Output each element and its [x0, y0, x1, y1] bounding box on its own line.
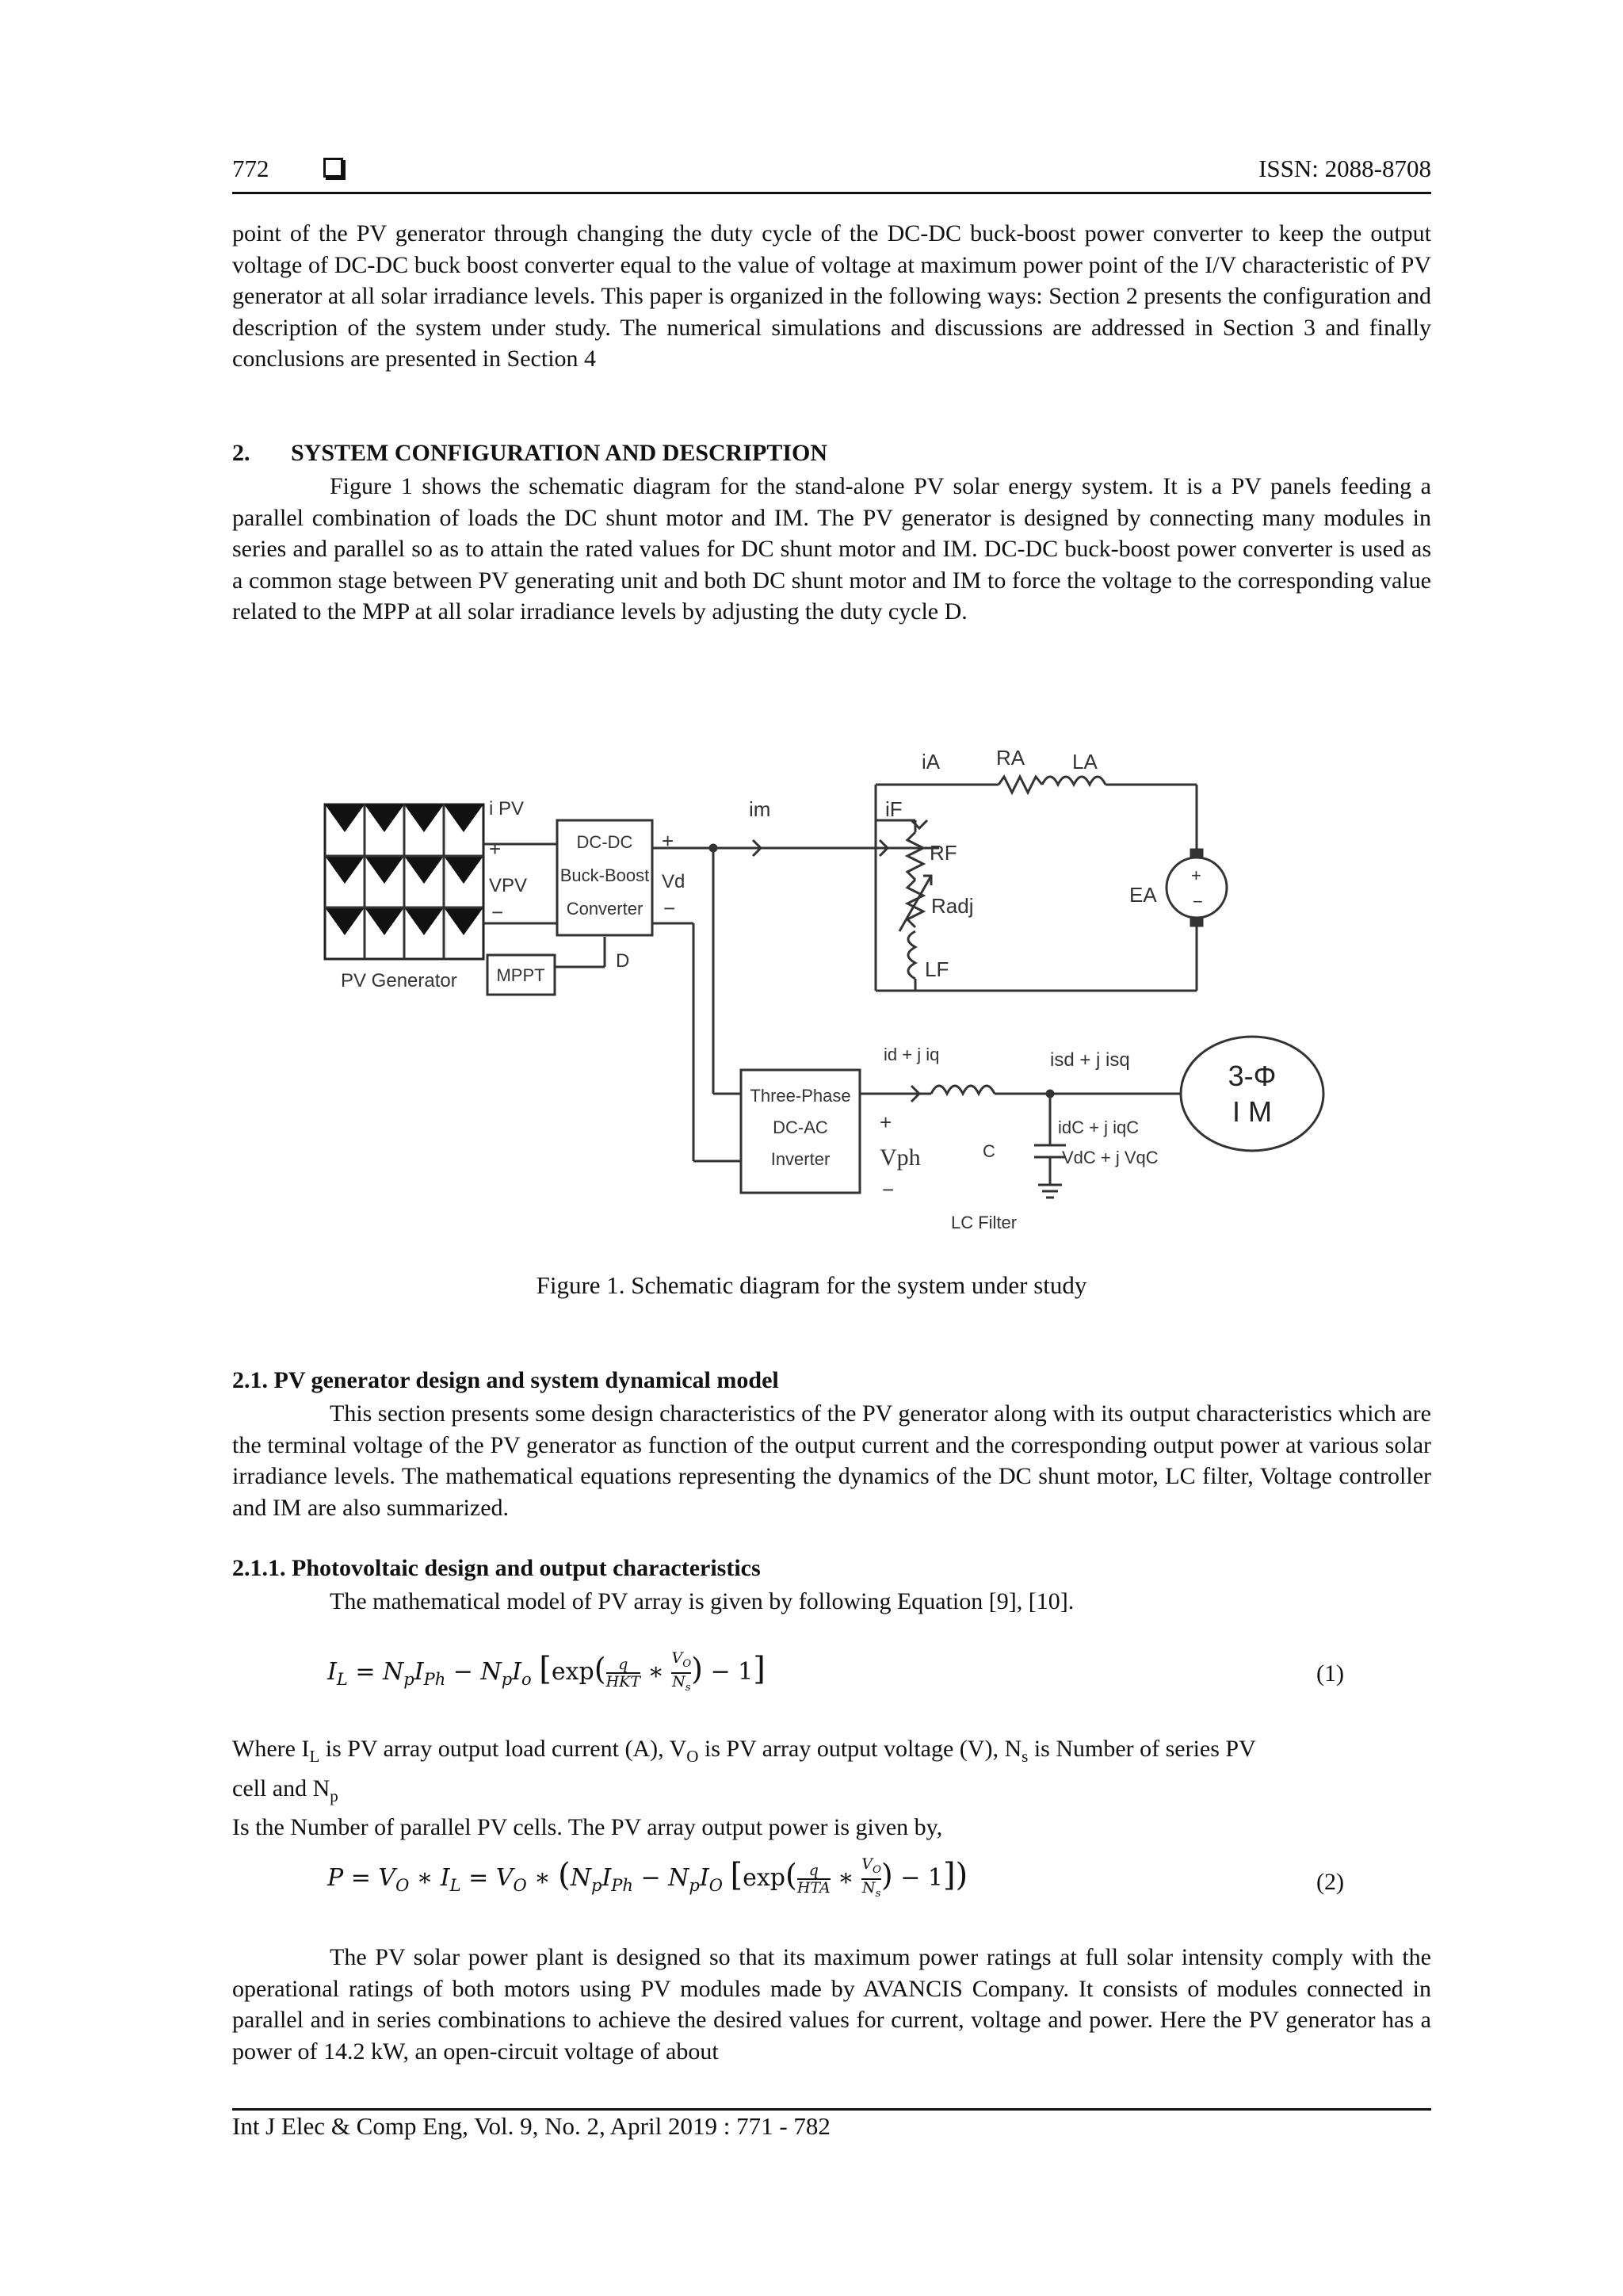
section-2-1-1-paragraph: The mathematical model of PV array is given by following Equation [9], [10]. [330, 1588, 1075, 1614]
vd-label: Vd [662, 871, 685, 892]
if-label: iF [885, 797, 903, 821]
page-footer: Int J Elec & Comp Eng, Vol. 9, No. 2, April 2019 : 771 - 782 [232, 2112, 831, 2140]
isd-isq-label: isd + j isq [1050, 1049, 1130, 1071]
motor-line1: 3-Φ [1228, 1060, 1277, 1092]
equation-1-number: (1) [1316, 1660, 1344, 1687]
svg-text:−: − [1193, 892, 1203, 911]
ia-label: iA [922, 750, 941, 774]
capacitor-label: C [983, 1141, 995, 1161]
pv-generator-label: PV Generator [341, 970, 457, 991]
vdc-vqc-label: VdC + j VqC [1062, 1148, 1159, 1167]
where-line2: cell and N [232, 1775, 330, 1801]
ra-label: RA [996, 746, 1025, 770]
square-bullet-icon [323, 158, 343, 178]
section-2-paragraph: Figure 1 shows the schematic diagram for the stand-alone PV solar energy system. It is a PV panels feeding a parallel combination of loads the DC shunt motor and IM. The PV generator is designed by connecting many modules in series and parallel so as to attain the rated values for DC shunt motor and IM. DC-DC buck-boost power converter is used as a common stage between PV generating unit and both DC shunt motor and IM to force the voltage to the corresponding value related to the MPP at all solar irradiance levels by adjusting the duty cycle D. [232, 473, 1431, 625]
where-line3: Is the Number of parallel PV cells. The PV array output power is given by, [232, 1814, 943, 1840]
inverter-line1: Three-Phase [750, 1086, 851, 1106]
induction-motor-icon [1181, 1037, 1323, 1151]
inverter-line2: DC-AC [773, 1117, 828, 1137]
inverter-line3: Inverter [770, 1149, 831, 1169]
ea-label: EA [1129, 883, 1157, 907]
im-label: im [749, 797, 771, 821]
lc-filter-label: LC Filter [951, 1213, 1018, 1232]
idc-iqc-label: idC + j iqC [1058, 1117, 1140, 1137]
section-2-title: SYSTEM CONFIGURATION AND DESCRIPTION [291, 440, 828, 466]
where-line1: is PV array output load current (A), V [325, 1736, 687, 1762]
section-2-heading [232, 440, 827, 467]
schematic-diagram [321, 729, 1343, 1236]
vpv-label: VPV [489, 875, 528, 896]
schematic-figure [321, 729, 1343, 1236]
mppt-label: MPPT [496, 965, 545, 985]
svg-text:+: + [662, 829, 674, 853]
svg-text:+: + [880, 1110, 892, 1134]
radj-label: Radj [931, 894, 974, 918]
la-label: LA [1072, 750, 1098, 774]
plant-paragraph: The PV solar power plant is designed so that its maximum power ratings at full solar intensity comply with the operational ratings of both motors using PV modules made by AVANCIS Company. It consists of modules connected in parallel and in series combinations to achieve the desired values for current, voltage and power. Here the PV generator has a power of 14.2 kW, an open-circuit voltage of about [232, 1944, 1431, 2065]
svg-text:−: − [663, 896, 676, 920]
section-2-1-heading: 2.1. PV generator design and system dynamical model [232, 1367, 779, 1393]
page-number: 772 [232, 155, 269, 182]
converter-line2: Buck-Boost [559, 865, 650, 885]
rf-label: RF [930, 841, 957, 865]
vph-label: Vph [880, 1144, 921, 1171]
intro-paragraph: point of the PV generator through changing the duty cycle of the DC-DC buck-boost power converter to keep the output voltage of DC-DC buck boost converter equal to the value of voltage at maximum power point of the I/V characteristic of PV generator at all solar irradiance levels. This paper is organized in the following ways: Section 2 presents the configuration and description of the system under study. The numerical simulations and discussions are addressed in Section 3 and finally conclusions are presented in Section 4 [232, 220, 1431, 372]
page-header [232, 155, 1431, 194]
motor-line2: I M [1232, 1095, 1272, 1128]
equation-2: $P = V_O$ ∗ $I_L = V_O$ ∗ ($N_pI_{Ph} - N_pI_O$ [exp( q HTA ∗ $\frac{V_O}{N_s}$ ) − 1]) [327, 1855, 968, 1900]
section-2-1-paragraph: This section presents some design characteristics of the PV generator along with its output characteristics which are the terminal voltage of the PV generator as function of the output current and the corresponding output power at various solar irradiance levels. The mathematical equations representing the dynamics of the DC shunt motor, LC filter, Voltage controller and IM are also summarized. [232, 1400, 1431, 1521]
converter-line1: DC-DC [576, 832, 633, 852]
svg-text:−: − [882, 1178, 895, 1201]
section-2-number: 2. [232, 440, 250, 466]
where-paragraph: Where $I_L$ is PV array output load current (A), $V_O$ is PV array output voltage (V), $N_s$ is Number of series PV cell and $N_p$ Is the Number of parallel PV cells. The PV array output power is given by, [232, 1736, 1256, 1840]
svg-text:−: − [491, 900, 504, 924]
lf-label: LF [925, 957, 949, 981]
ipv-label: i PV [489, 798, 525, 819]
converter-line3: Converter [566, 899, 643, 919]
header-rule [232, 192, 1431, 194]
duty-cycle-label: D [616, 950, 630, 972]
svg-text:+: + [1191, 865, 1201, 885]
where-line1c: is Number of series PV [1033, 1736, 1256, 1762]
section-2-1-1-heading: 2.1.1. Photovoltaic design and output characteristics [232, 1555, 761, 1581]
issn-label: ISSN: 2088-8708 [1258, 155, 1431, 182]
figure-caption: Figure 1. Schematic diagram for the system under study [536, 1271, 1087, 1299]
pv-array-icon [325, 804, 483, 959]
equation-1: $I_L = N_pI_{Ph} - N_pI_o$ [exp( q HKT ∗ $\frac{V_O}{N_s}$ ) − 1] [327, 1649, 766, 1694]
equation-2-number: (2) [1316, 1869, 1344, 1895]
footer-rule [232, 2108, 1431, 2111]
where-line1b: is PV array output voltage (V), N [704, 1736, 1022, 1762]
id-iq-label: id + j iq [884, 1045, 940, 1064]
svg-text:+: + [489, 837, 502, 861]
